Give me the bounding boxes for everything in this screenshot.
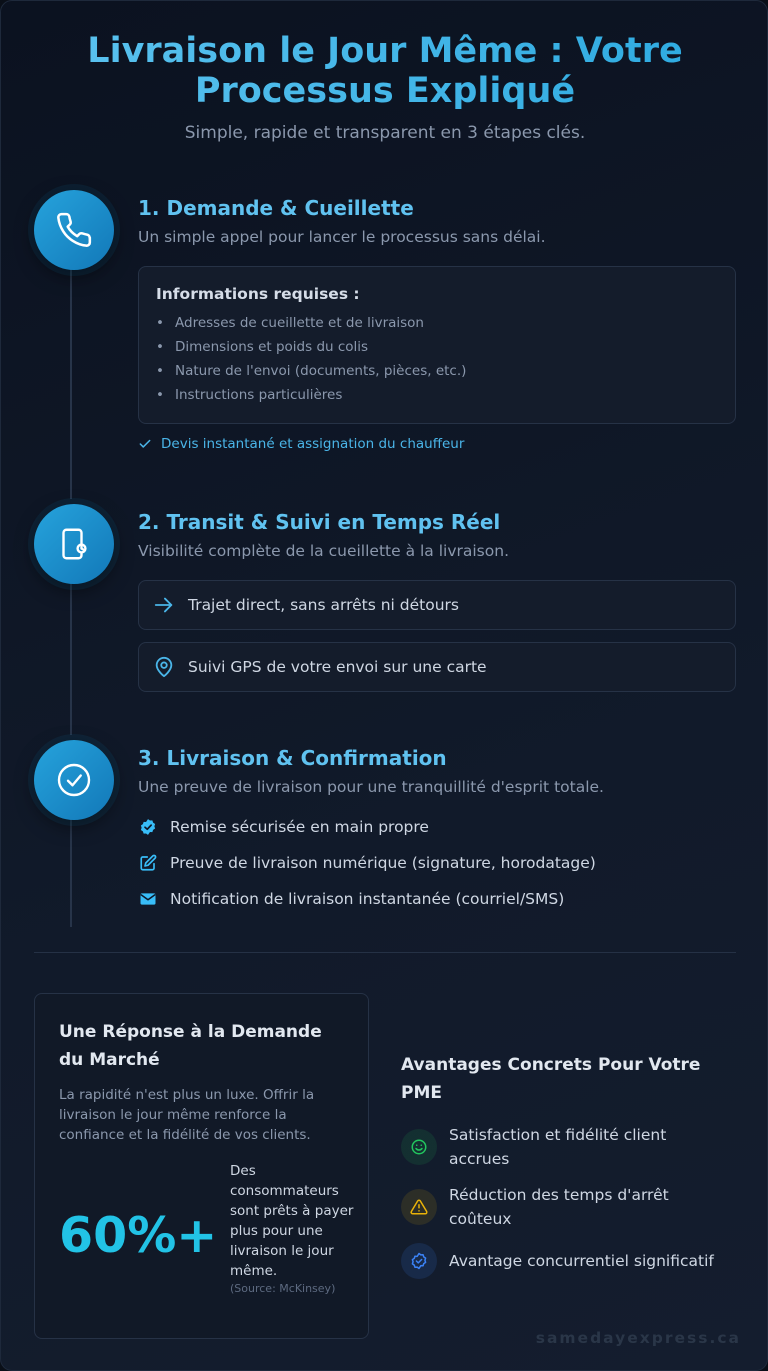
step-3-circle: [34, 740, 114, 820]
page-title: [1, 31, 768, 111]
requirements-list: [156, 315, 466, 411]
market-title: Une Réponse à la Demande du Marché: [59, 1022, 322, 1070]
confirmation-label: Notification de livraison instantanée (courriel/SMS): [170, 890, 565, 908]
feature-direct-route: [138, 580, 736, 630]
site-watermark: samedayexpress.ca: [535, 1329, 741, 1347]
page-title-line2: Processus Expliqué: [194, 71, 576, 111]
list-item: • Adresses de cueillette et de livraison: [156, 315, 466, 339]
step-3-description: Une preuve de livraison pour une tranquillité d'esprit totale.: [138, 778, 604, 796]
list-item: • Dimensions et poids du colis: [156, 339, 466, 363]
confirmation-label: Remise sécurisée en main propre: [170, 818, 429, 836]
step-1-title: 1. Demande & Cueillette: [138, 196, 414, 220]
warning-icon: [401, 1189, 437, 1225]
advantage-item: [401, 1183, 719, 1231]
advantage-item: [401, 1243, 719, 1279]
stat-value: 60%+: [59, 1207, 218, 1264]
confirmation-item: [138, 889, 564, 909]
stat-description: Des consommateurs sont prêts à payer plus pour une livraison le jour même.: [230, 1163, 354, 1279]
page-subtitle: Simple, rapide et transparent en 3 étapes clés.: [184, 123, 586, 143]
requirements-title: Informations requises :: [156, 285, 360, 303]
step-2-description: Visibilité complète de la cueillette à la livraison.: [138, 542, 509, 560]
timeline-connector: [70, 819, 72, 927]
confirmation-label: Preuve de livraison numérique (signature, horodatage): [170, 854, 596, 872]
list-item: • Instructions particulières: [156, 387, 466, 411]
feature-label: Suivi GPS de votre envoi sur une carte: [188, 658, 487, 676]
confirmation-item: [138, 817, 429, 837]
quote-note: [138, 436, 464, 452]
step-3-title: 3. Livraison & Confirmation: [138, 746, 447, 770]
step-1-description: Un simple appel pour lancer le processus sans délai.: [138, 228, 546, 246]
edit-signature-icon: [138, 853, 158, 873]
advantage-label: Réduction des temps d'arrêt coûteux: [449, 1186, 669, 1228]
check-icon: [138, 437, 152, 451]
page-title-line1: Livraison le Jour Même : Votre: [87, 31, 683, 71]
mobile-tracking-icon: [56, 526, 92, 562]
timeline-connector: [70, 269, 72, 499]
advantages-title: Avantages Concrets Pour Votre PME: [401, 1055, 701, 1103]
feature-label: Trajet direct, sans arrêts ni détours: [188, 596, 459, 614]
stat-source: (Source: McKinsey): [230, 1282, 336, 1295]
step-1-circle: [34, 190, 114, 270]
advantage-label: Satisfaction et fidélité client accrues: [449, 1126, 667, 1168]
phone-icon: [55, 211, 93, 249]
market-text: La rapidité n'est plus un luxe. Offrir la livraison le jour même renforce la confiance et la fidélité de vos clients.: [59, 1087, 315, 1143]
check-circle-icon: [56, 762, 92, 798]
feature-gps-tracking: [138, 642, 736, 692]
timeline-connector: [70, 583, 72, 735]
envelope-icon: [138, 889, 158, 909]
quote-note-text: Devis instantané et assignation du chauffeur: [161, 436, 465, 452]
requirements-card: [138, 266, 736, 424]
advantage-label: Avantage concurrentiel significatif: [449, 1252, 714, 1270]
step-2-title: 2. Transit & Suivi en Temps Réel: [138, 510, 501, 534]
map-pin-icon: [152, 655, 176, 679]
confirmation-item: [138, 853, 596, 873]
smile-icon: [401, 1129, 437, 1165]
advantage-item: [401, 1123, 719, 1171]
verified-badge-icon: [138, 817, 158, 837]
step-2-circle: [34, 504, 114, 584]
section-divider: [34, 952, 736, 953]
arrow-right-icon: [152, 593, 176, 617]
badge-check-icon: [401, 1243, 437, 1279]
list-item: • Nature de l'envoi (documents, pièces, etc.): [156, 363, 466, 387]
